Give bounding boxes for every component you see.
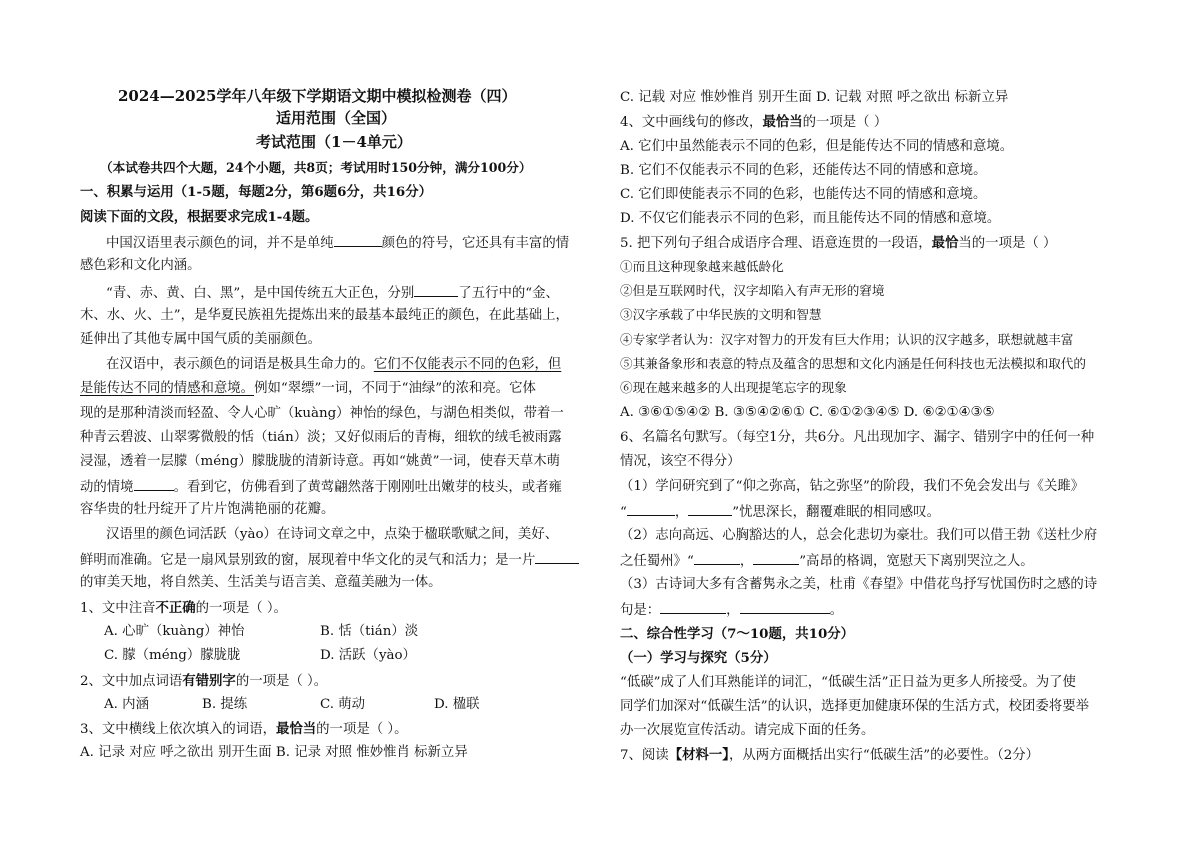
answer-blank[interactable] (694, 550, 740, 565)
underlined-sentence: 它们不仅能表示不同的色彩，但 (373, 357, 562, 372)
material-intro-line: 办一次展览宣传活动。请完成下面的任务。 (620, 723, 875, 738)
q5-sentence-2: ②但是互联网时代，汉字却陷入有声无形的窘境 (620, 283, 885, 298)
section-1-heading: 一、积累与运用（1-5题，每题2分，第6题6分，共16分） (80, 184, 432, 200)
passage-line: 鲜明而准确。它是一扇风景别致的窗，展现着中华文化的灵气和活力；是一片 (80, 549, 579, 569)
passage-line: 浸湿，透着一层朦（méng）朦胧胧的清新诗意。再如“姚黄”一词，使春天草木萌 (80, 454, 561, 469)
passage-line: 的审美天地，将自然美、生活美与语言美、意蕴美融为一体。 (80, 575, 442, 590)
question-5: 5. 把下列句子组合成语序合理、语意连贯的一段语，最恰当的一项是（ ） (620, 235, 1057, 251)
answer-blank[interactable] (753, 550, 799, 565)
passage-line: 是能传达不同的情感和意境。例如“翠缥”一词，不同于“油绿”的浓和亮。它体 (80, 381, 536, 396)
q5-sentence-1: ①而且这种现象越来越低龄化 (620, 259, 784, 274)
question-6-cont: 情况，该空不得分） (620, 454, 741, 469)
q1-option-b[interactable]: B. 恬（tián）淡 (320, 624, 419, 639)
passage-line: 容华贵的牡丹绽开了片片饱满艳丽的花瓣。 (80, 502, 335, 517)
fill-blank (414, 282, 458, 297)
fill-blank (535, 549, 579, 564)
q3-options-ab[interactable]: A. 记录 对应 呼之欲出 别开生面 B. 记录 对照 惟妙惟肖 标新立异 (80, 745, 468, 760)
passage-line: 种青云碧波、山翠雾微般的恬（tián）淡；又好似雨后的青梅，细软的绒毛被雨露 (80, 430, 562, 445)
subsection-heading: （一）学习与探究（5分） (620, 650, 777, 666)
reading-instruction: 阅读下面的文段，根据要求完成1-4题。 (80, 209, 319, 225)
passage-line: 延伸出了其他专属中国气质的美丽颜色。 (80, 332, 322, 347)
q6-item-3-blanks: 句是： ， 。 (620, 599, 843, 619)
exam-note: （本试卷共四个大题，24个小题，共8页；考试用时150分钟，满分100分） (100, 160, 532, 175)
passage-line: 动的情境 。看到它，仿佛看到了黄莺翩然落于刚刚吐出嫩芽的枝头，或者雍 (80, 476, 562, 496)
q4-option-b[interactable]: B. 它们不仅能表示不同的色彩，还能传达不同的情感和意境。 (620, 163, 987, 178)
answer-blank[interactable] (740, 599, 830, 614)
passage-line: 现的是那种清淡而轻盈、令人心旷（kuàng）神怡的绿色，与湖色相类似，带着一 (80, 406, 564, 421)
passage-line: 木、水、火、土”，是华夏民族祖先提炼出来的最基本最纯正的颜色，在此基础上， (80, 308, 569, 323)
passage-line: 汉语里的颜色词活跃（yào）在诗词文章之中，点染于楹联歌赋之间，美好、 (106, 527, 559, 542)
q6-item-2: （2）志向高远、心胸豁达的人，总会化悲切为豪壮。我们可以借王勃《送杜少府 (620, 528, 1098, 543)
question-6: 6、名篇名句默写。（每空1分，共6分。凡出现加字、漏字、错别字中的任何一种 (620, 430, 1095, 445)
q2-option-a[interactable]: A. 内涵 (104, 697, 149, 712)
q6-item-3: （3）古诗词大多有含蓄隽永之美，杜甫《春望》中借花鸟抒写忧国伤时之感的诗 (620, 577, 1098, 592)
passage-line: 在汉语中，表示颜色的词语是极具生命力的。它们不仅能表示不同的色彩，但 (106, 357, 562, 372)
answer-blank[interactable] (688, 501, 732, 516)
fill-blank (334, 232, 382, 247)
material-intro-line: 同学们加深对“低碳生活”的认识，选择更加健康环保的生活方式，校团委将要举 (620, 699, 1089, 714)
q1-option-d[interactable]: D. 活跃（yào） (320, 648, 416, 663)
exam-subtitle-range: 考试范围（1－4单元） (256, 133, 412, 151)
passage-line: 中国汉语里表示颜色的词，并不是单纯 颜色的符号，它还具有丰富的情 (106, 232, 569, 252)
question-7: 7、阅读【材料一】，从两方面概括出实行“低碳生活”的必要性。（2分） (620, 747, 1040, 763)
q1-option-a[interactable]: A. 心旷（kuàng）神怡 (104, 624, 245, 639)
section-2-heading: 二、综合性学习（7～10题，共10分） (620, 626, 855, 642)
q1-option-c[interactable]: C. 朦（méng）朦胧胧 (104, 648, 241, 663)
passage-line: 感色彩和文化内涵。 (80, 258, 201, 273)
q5-options[interactable]: A. ③⑥①⑤④② B. ③⑤④②⑥① C. ⑥①②③④⑤ D. ⑥②①④③⑤ (620, 405, 995, 420)
q4-option-a[interactable]: A. 它们中虽然能表示不同的色彩，但是能传达不同的情感和意境。 (620, 139, 1014, 154)
q5-sentence-6: ⑥现在越来越多的人出现提笔忘字的现象 (620, 380, 847, 395)
q2-option-c[interactable]: C. 萌动 (320, 697, 366, 712)
q6-item-1-blanks: “ ， ”忧思深长，翻覆难眠的相同感叹。 (620, 501, 940, 521)
q2-option-d[interactable]: D. 楹联 (434, 697, 480, 712)
q4-option-c[interactable]: C. 它们即使能表示不同的色彩，也能传达不同的情感和意境。 (620, 187, 987, 202)
material-intro-line: “低碳”成了人们耳熟能详的词汇，“低碳生活”正日益为更多人所接受。为了使 (620, 675, 1076, 690)
q6-item-2-blanks: 之任蜀州》“ ， ”高昂的格调，宽慰天下离别哭泣之人。 (620, 550, 1034, 570)
passage-line: “青、赤、黄、白、黑”，是中国传统五大正色，分别 了五行中的“金、 (106, 282, 559, 302)
fill-blank (134, 476, 174, 491)
question-2: 2、文中加点词语有错别字的一项是（ ）。 (80, 673, 328, 689)
q5-sentence-4: ④专家学者认为：汉字对智力的开发有巨大作用；认识的汉字越多，联想就越丰富 (620, 332, 1074, 347)
question-1: 1、文中注音不正确的一项是（ ）。 (80, 600, 287, 616)
q5-sentence-3: ③汉字承载了中华民族的文明和智慧 (620, 307, 822, 322)
q3-options-cd[interactable]: C. 记载 对应 惟妙惟肖 别开生面 D. 记载 对照 呼之欲出 标新立异 (620, 90, 1009, 105)
q5-sentence-5: ⑤其兼备象形和表意的特点及蕴含的思想和文化内涵是任何科技也无法模拟和取代的 (620, 356, 1086, 371)
question-4: 4、文中画线句的修改，最恰当的一项是（ ） (620, 114, 888, 130)
q6-item-1: （1）学问研究到了“仰之弥高，钻之弥坚”的阶段，我们不免会发出与《关雎》 (620, 479, 1085, 494)
q4-option-d[interactable]: D. 不仅它们能表示不同的色彩，而且能传达不同的情感和意境。 (620, 211, 1001, 226)
answer-blank[interactable] (660, 599, 726, 614)
answer-blank[interactable] (627, 501, 675, 516)
question-3: 3、文中横线上依次填入的词语，最恰当的一项是（ ）。 (80, 721, 408, 737)
q2-option-b[interactable]: B. 提练 (202, 697, 248, 712)
exam-subtitle-scope: 适用范围（全国） (276, 109, 397, 127)
underlined-sentence: 是能传达不同的情感和意境。 (80, 381, 255, 396)
exam-title: 2024—2025学年八年级下学期语文期中模拟检测卷（四） (118, 87, 517, 105)
